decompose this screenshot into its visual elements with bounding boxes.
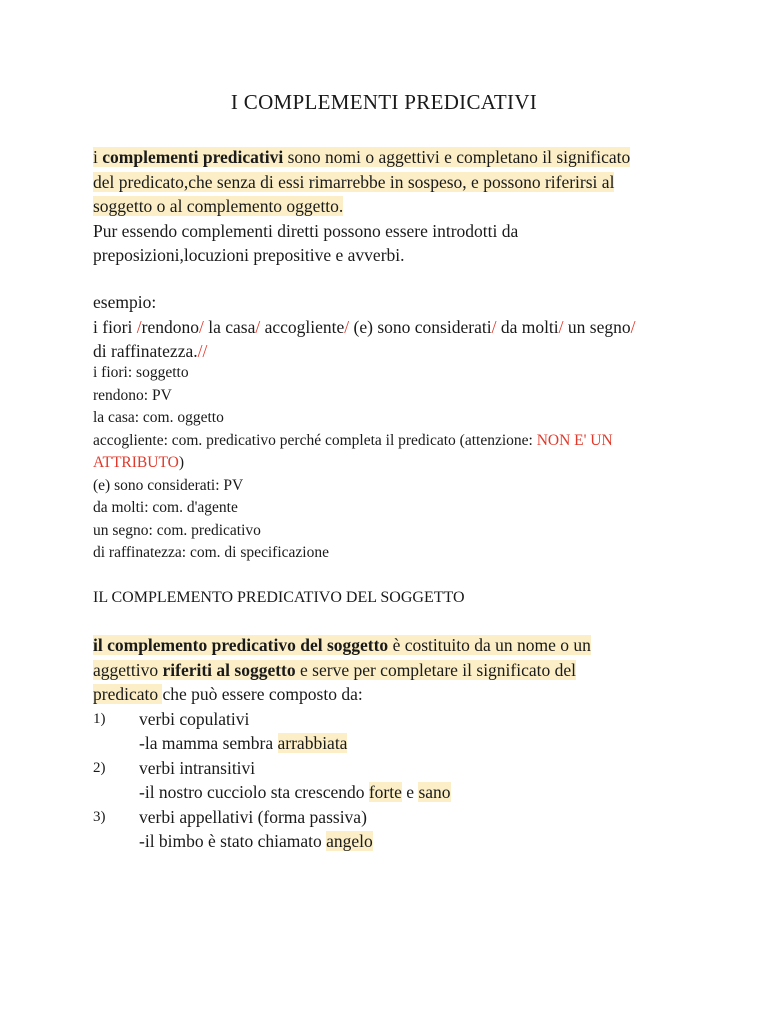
list-number: 1) xyxy=(93,710,106,727)
example-sentence-line-2 xyxy=(93,339,693,364)
analysis-text: accogliente: com. predicativo perché completa il predicato (attenzione: xyxy=(93,431,537,449)
intro-line-5: preposizioni,locuzioni prepositive e avverbi. xyxy=(93,245,405,265)
list-example xyxy=(93,829,693,854)
section-heading: IL COMPLEMENTO PREDICATIVO DEL SOGGETTO xyxy=(93,589,465,606)
analysis-warning: NON E' UN xyxy=(536,431,613,449)
example-text: e xyxy=(401,782,419,802)
section-text: è costituito da un nome o un xyxy=(388,635,591,655)
example-slash: / xyxy=(630,316,636,337)
section-text: predicato xyxy=(93,684,163,704)
analysis-item: di raffinatezza: com. di specificazione xyxy=(93,544,329,561)
section-bold-term: il complemento predicativo del soggetto xyxy=(93,635,389,655)
example-slash: / xyxy=(198,316,204,337)
analysis-item: rendono: PV xyxy=(93,386,172,404)
example-segment: la casa xyxy=(203,316,256,337)
list-example xyxy=(93,780,693,805)
example-block xyxy=(93,290,693,364)
section-bold-term: riferiti al soggetto xyxy=(162,659,296,680)
analysis-warning: ATTRIBUTO xyxy=(93,454,179,471)
intro-line-3 xyxy=(93,194,693,219)
section-line-1 xyxy=(93,633,693,658)
list-item xyxy=(93,805,693,830)
intro-text: del predicato,che senza di essi rimarrebbe in sospeso, e possono riferirsi al xyxy=(93,171,615,192)
example-segment: (e) sono considerati xyxy=(349,316,492,337)
list-text: verbi copulativi xyxy=(139,708,250,729)
highlighted-word: angelo xyxy=(326,831,373,851)
example-text: -la mamma sembra xyxy=(139,733,278,753)
intro-text: sono nomi o aggettivi e completano il significato xyxy=(283,147,631,167)
example-slash: / xyxy=(344,316,350,337)
highlighted-word: arrabbiata xyxy=(277,733,348,753)
intro-paragraph xyxy=(93,145,693,268)
analysis-item: un segno: com. predicativo xyxy=(93,521,261,539)
list-number: 3) xyxy=(93,808,106,825)
list-item xyxy=(93,707,693,732)
section-text: aggettivo xyxy=(93,659,163,680)
example-text: -il bimbo è stato chiamato xyxy=(139,831,327,851)
section-text: che può essere composto da: xyxy=(162,684,363,704)
highlighted-word: sano xyxy=(418,782,451,802)
intro-text: soggetto o al complemento oggetto. xyxy=(93,196,344,216)
page-title: I COMPLEMENTI PREDICATIVI xyxy=(230,90,538,114)
example-segment: i fiori xyxy=(93,316,137,337)
example-label: esempio: xyxy=(93,292,157,312)
example-segment: accogliente xyxy=(260,316,345,337)
example-segment: rendono xyxy=(141,316,199,337)
list-text: verbi appellativi (forma passiva) xyxy=(139,806,367,827)
analysis-item xyxy=(93,452,693,475)
section-line-2 xyxy=(93,658,693,683)
list-text: verbi intransitivi xyxy=(139,757,256,778)
section-paragraph xyxy=(93,633,693,854)
example-segment: un segno xyxy=(563,316,631,337)
example-text: -il nostro cucciolo sta crescendo xyxy=(139,782,369,802)
analysis-item xyxy=(93,430,693,453)
example-slash: / xyxy=(491,316,497,337)
highlighted-word: forte xyxy=(368,782,402,802)
analysis-list xyxy=(93,362,693,565)
analysis-item: da molti: com. d'agente xyxy=(93,499,238,516)
analysis-text: ) xyxy=(178,454,184,471)
section-text: e serve per completare il significato del xyxy=(295,659,577,680)
list-item xyxy=(93,756,693,781)
example-end-slashes: // xyxy=(197,341,208,361)
analysis-item: la casa: com. oggetto xyxy=(93,409,224,426)
example-segment: di raffinatezza. xyxy=(93,341,198,361)
intro-line-1 xyxy=(93,145,693,170)
analysis-item: (e) sono considerati: PV xyxy=(93,476,244,494)
example-slash: / xyxy=(136,316,142,337)
list-example xyxy=(93,731,693,756)
example-slash: / xyxy=(558,316,564,337)
analysis-item: i fiori: soggetto xyxy=(93,364,189,381)
intro-line-2 xyxy=(93,170,693,195)
example-slash: / xyxy=(255,316,261,337)
intro-bold-term: complementi predicativi xyxy=(102,147,284,167)
example-segment: da molti xyxy=(496,316,559,337)
section-line-3 xyxy=(93,682,693,707)
list-number: 2) xyxy=(93,759,106,776)
intro-text: i xyxy=(93,147,103,167)
example-sentence-line-1 xyxy=(93,315,693,340)
intro-line-4: Pur essendo complementi diretti possono essere introdotti da xyxy=(93,220,519,241)
